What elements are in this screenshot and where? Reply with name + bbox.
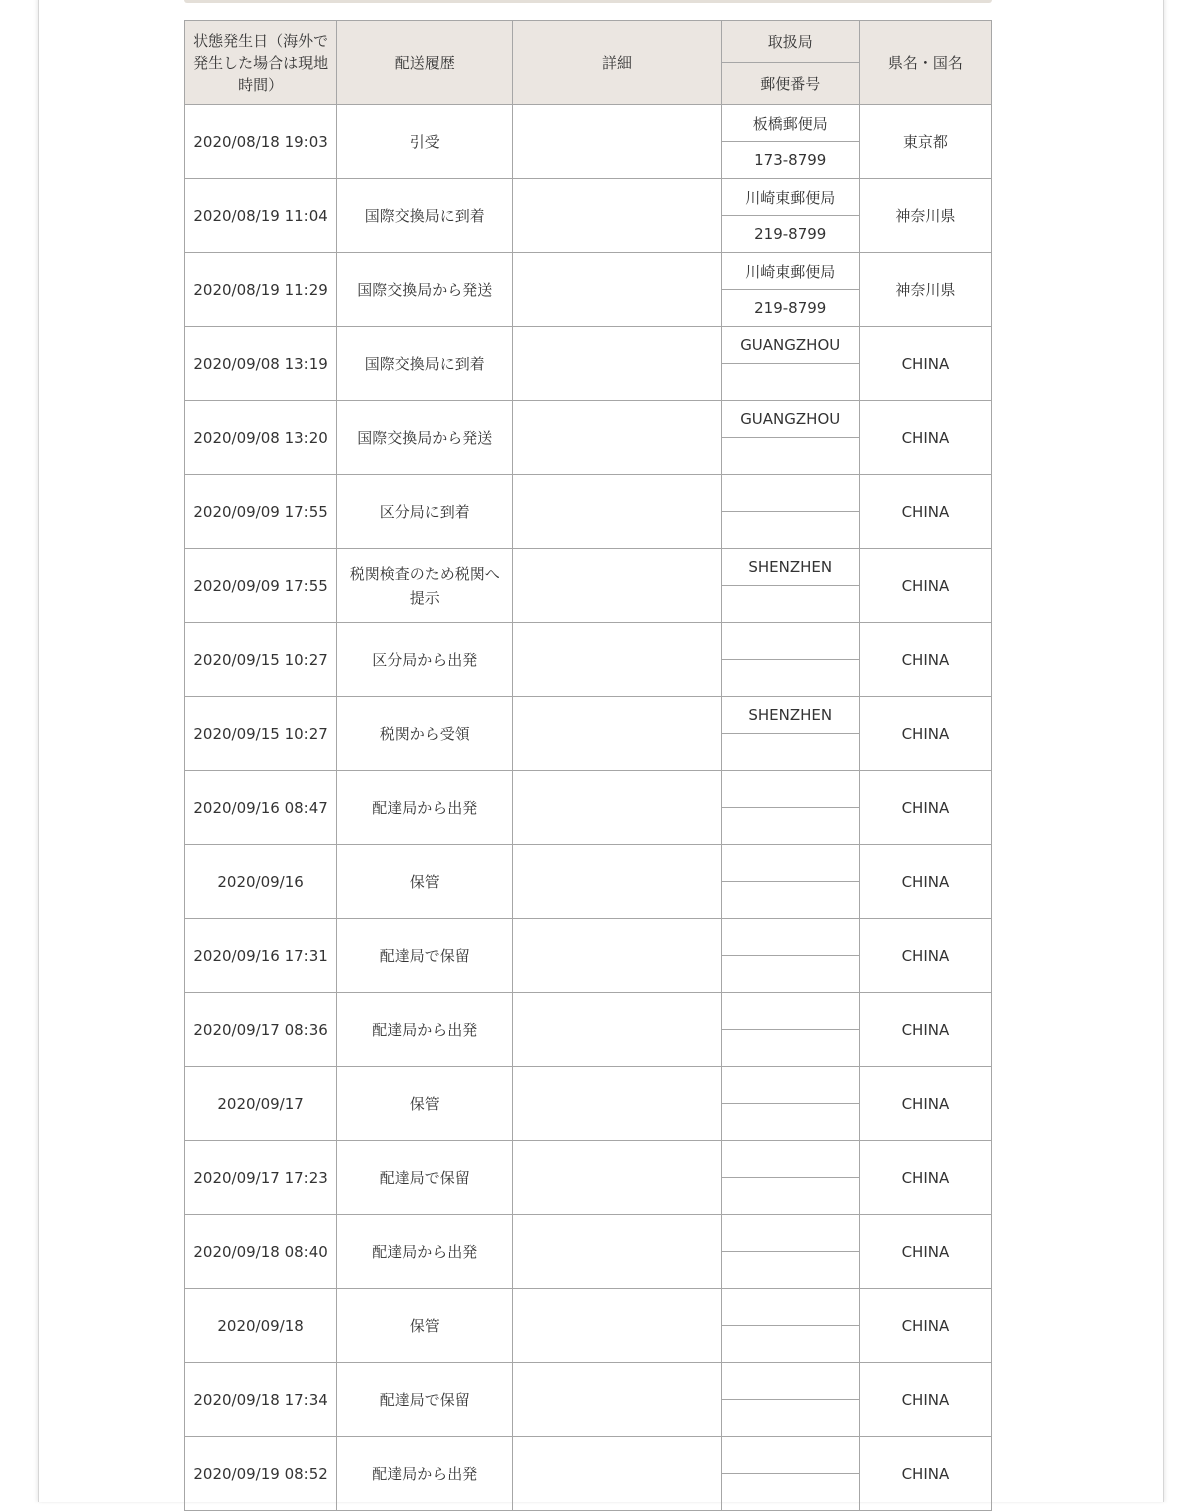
detail-cell	[513, 919, 721, 993]
table-row	[185, 1437, 992, 1474]
table-row	[185, 401, 992, 438]
handling-office: GUANGZHOU	[721, 401, 859, 438]
status-date: 2020/09/08 13:19	[185, 327, 337, 401]
table-row	[185, 1289, 992, 1326]
delivery-history: 区分局に到着	[337, 475, 513, 549]
prefecture-country: CHINA	[859, 327, 991, 401]
table-row	[185, 1067, 992, 1104]
table-row	[185, 105, 992, 142]
postal-code	[721, 660, 859, 697]
delivery-history: 区分局から出発	[337, 623, 513, 697]
table-row	[185, 1363, 992, 1400]
header-detail: 詳細	[513, 21, 721, 105]
table-row	[185, 475, 992, 512]
header-history: 配送履歴	[337, 21, 513, 105]
table-row	[185, 771, 992, 808]
detail-cell	[513, 179, 721, 253]
prefecture-country: CHINA	[859, 1363, 991, 1437]
status-date: 2020/08/19 11:04	[185, 179, 337, 253]
handling-office: SHENZHEN	[721, 697, 859, 734]
detail-cell	[513, 697, 721, 771]
prefecture-country: CHINA	[859, 845, 991, 919]
detail-cell	[513, 549, 721, 623]
postal-code	[721, 1326, 859, 1363]
handling-office	[721, 919, 859, 956]
status-date: 2020/09/16 17:31	[185, 919, 337, 993]
prefecture-country: CHINA	[859, 993, 991, 1067]
detail-cell	[513, 1363, 721, 1437]
delivery-history: 国際交換局に到着	[337, 327, 513, 401]
prefecture-country: CHINA	[859, 475, 991, 549]
table-row	[185, 623, 992, 660]
detail-cell	[513, 1141, 721, 1215]
prefecture-country: 神奈川県	[859, 179, 991, 253]
detail-cell	[513, 845, 721, 919]
postal-code	[721, 1400, 859, 1437]
status-date: 2020/09/09 17:55	[185, 475, 337, 549]
delivery-history: 保管	[337, 1289, 513, 1363]
postal-code	[721, 1474, 859, 1511]
tracking-rows	[185, 105, 992, 1511]
postal-code	[721, 1104, 859, 1141]
handling-office	[721, 1141, 859, 1178]
status-date: 2020/09/19 08:52	[185, 1437, 337, 1511]
delivery-history: 国際交換局から発送	[337, 253, 513, 327]
delivery-history: 配達局から出発	[337, 1437, 513, 1511]
handling-office	[721, 1215, 859, 1252]
table-row	[185, 697, 992, 734]
handling-office	[721, 993, 859, 1030]
table-row	[185, 1215, 992, 1252]
header-office: 取扱局	[721, 21, 859, 63]
prefecture-country: CHINA	[859, 623, 991, 697]
table-row	[185, 327, 992, 364]
handling-office	[721, 845, 859, 882]
tracking-history-table	[184, 20, 992, 1511]
detail-cell	[513, 401, 721, 475]
postal-code	[721, 1030, 859, 1067]
delivery-history: 配達局から出発	[337, 993, 513, 1067]
postal-code	[721, 512, 859, 549]
detail-cell	[513, 1215, 721, 1289]
status-date: 2020/09/08 13:20	[185, 401, 337, 475]
delivery-history: 保管	[337, 1067, 513, 1141]
handling-office	[721, 623, 859, 660]
prefecture-country: CHINA	[859, 1141, 991, 1215]
status-date: 2020/09/15 10:27	[185, 697, 337, 771]
postal-code	[721, 956, 859, 993]
detail-cell	[513, 105, 721, 179]
prefecture-country: CHINA	[859, 697, 991, 771]
handling-office	[721, 1289, 859, 1326]
handling-office: GUANGZHOU	[721, 327, 859, 364]
handling-office	[721, 1363, 859, 1400]
header-date: 状態発生日（海外で発生した場合は現地時間）	[185, 21, 337, 105]
header-postal-code: 郵便番号	[721, 63, 859, 105]
prefecture-country: CHINA	[859, 1067, 991, 1141]
status-date: 2020/09/15 10:27	[185, 623, 337, 697]
postal-code	[721, 438, 859, 475]
postal-code: 173-8799	[721, 142, 859, 179]
delivery-history: 配達局から出発	[337, 771, 513, 845]
handling-office	[721, 1067, 859, 1104]
postal-code	[721, 364, 859, 401]
detail-cell	[513, 771, 721, 845]
prefecture-country: CHINA	[859, 771, 991, 845]
status-date: 2020/09/18	[185, 1289, 337, 1363]
detail-cell	[513, 623, 721, 697]
status-date: 2020/08/18 19:03	[185, 105, 337, 179]
status-date: 2020/09/18 08:40	[185, 1215, 337, 1289]
handling-office: SHENZHEN	[721, 549, 859, 586]
top-divider	[184, 0, 992, 3]
handling-office: 川崎東郵便局	[721, 253, 859, 290]
postal-code	[721, 586, 859, 623]
handling-office: 川崎東郵便局	[721, 179, 859, 216]
status-date: 2020/09/18 17:34	[185, 1363, 337, 1437]
prefecture-country: CHINA	[859, 1437, 991, 1511]
prefecture-country: CHINA	[859, 919, 991, 993]
detail-cell	[513, 253, 721, 327]
delivery-history: 税関から受領	[337, 697, 513, 771]
table-row	[185, 845, 992, 882]
delivery-history: 引受	[337, 105, 513, 179]
delivery-history: 税関検査のため税関へ提示	[337, 549, 513, 623]
status-date: 2020/09/09 17:55	[185, 549, 337, 623]
status-date: 2020/09/17 17:23	[185, 1141, 337, 1215]
prefecture-country: 東京都	[859, 105, 991, 179]
detail-cell	[513, 475, 721, 549]
table-row	[185, 993, 992, 1030]
table-row	[185, 179, 992, 216]
status-date: 2020/09/16	[185, 845, 337, 919]
postal-code	[721, 1252, 859, 1289]
prefecture-country: CHINA	[859, 549, 991, 623]
prefecture-country: CHINA	[859, 1215, 991, 1289]
table-row	[185, 1141, 992, 1178]
delivery-history: 配達局で保留	[337, 1363, 513, 1437]
delivery-history: 国際交換局から発送	[337, 401, 513, 475]
postal-code: 219-8799	[721, 290, 859, 327]
detail-cell	[513, 327, 721, 401]
detail-cell	[513, 993, 721, 1067]
status-date: 2020/09/16 08:47	[185, 771, 337, 845]
table-row	[185, 549, 992, 586]
delivery-history: 配達局で保留	[337, 919, 513, 993]
table-row	[185, 919, 992, 956]
detail-cell	[513, 1289, 721, 1363]
delivery-history: 国際交換局に到着	[337, 179, 513, 253]
postal-code: 219-8799	[721, 216, 859, 253]
status-date: 2020/09/17	[185, 1067, 337, 1141]
prefecture-country: 神奈川県	[859, 253, 991, 327]
prefecture-country: CHINA	[859, 1289, 991, 1363]
handling-office	[721, 475, 859, 512]
status-date: 2020/08/19 11:29	[185, 253, 337, 327]
status-date: 2020/09/17 08:36	[185, 993, 337, 1067]
postal-code	[721, 882, 859, 919]
detail-cell	[513, 1437, 721, 1511]
header-prefecture: 県名・国名	[859, 21, 991, 105]
handling-office	[721, 1437, 859, 1474]
postal-code	[721, 808, 859, 845]
detail-cell	[513, 1067, 721, 1141]
delivery-history: 配達局で保留	[337, 1141, 513, 1215]
prefecture-country: CHINA	[859, 401, 991, 475]
delivery-history: 保管	[337, 845, 513, 919]
handling-office: 板橋郵便局	[721, 105, 859, 142]
table-row	[185, 253, 992, 290]
postal-code	[721, 1178, 859, 1215]
delivery-history: 配達局から出発	[337, 1215, 513, 1289]
postal-code	[721, 734, 859, 771]
handling-office	[721, 771, 859, 808]
